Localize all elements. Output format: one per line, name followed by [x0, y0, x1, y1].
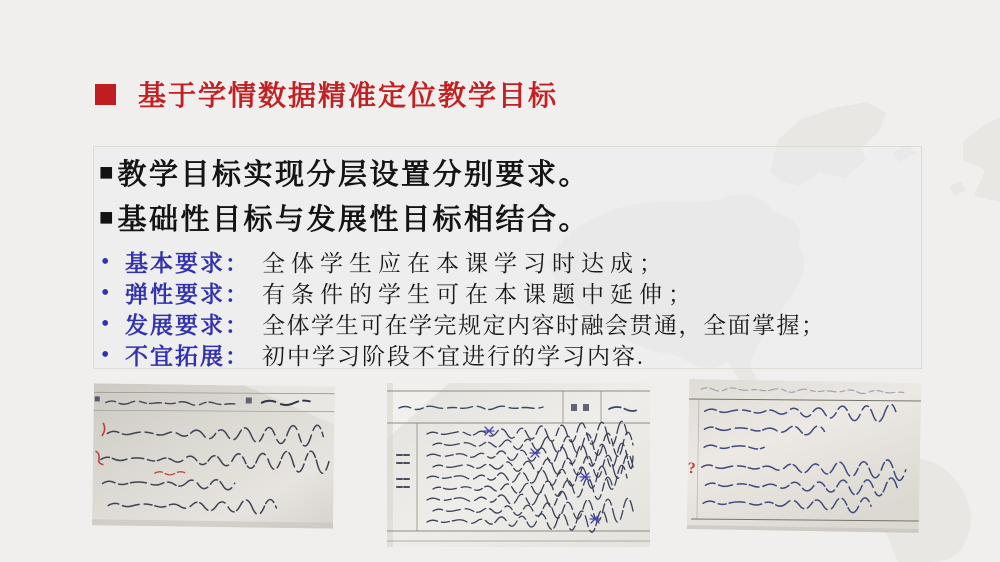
requirement-text: 有条件的学生可在本课题中延伸；	[262, 282, 697, 307]
requirement-text: 全体学生应在本课学习时达成；	[262, 251, 668, 276]
dot-bullet-icon: •	[101, 341, 110, 368]
key-points	[99, 150, 590, 240]
handwritten-note-photo-3	[687, 379, 922, 533]
key-point-text: 基础性目标与发展性目标相结合。	[117, 204, 591, 236]
handwritten-note-photo-2	[387, 383, 650, 547]
page-title: 基于学情数据精准定位教学目标	[138, 80, 559, 111]
map-europe	[963, 118, 1000, 202]
requirement-text: 初中学习阶段不宜进行的学习内容.	[262, 344, 645, 369]
title-row	[95, 74, 558, 114]
red-question-mark: ?	[687, 459, 696, 478]
square-bullet-icon: ■	[99, 158, 114, 186]
dot-bullet-icon: •	[101, 310, 110, 337]
requirement-label: 基本要求：	[125, 251, 250, 276]
title-square-marker-icon	[95, 84, 116, 105]
requirement-label: 不宜拓展：	[125, 344, 250, 369]
handwritten-note-photo-1	[92, 383, 335, 528]
dot-bullet-icon: •	[101, 279, 110, 306]
note-paper	[687, 379, 922, 533]
requirement-label: 发展要求：	[125, 313, 250, 338]
requirement-text: 全体学生可在学完规定内容时融会贯通，全面掌握；	[262, 313, 826, 338]
key-point	[99, 150, 590, 195]
key-point	[99, 195, 590, 240]
requirement-item	[101, 246, 826, 277]
requirements-list	[101, 246, 826, 370]
key-point-text: 教学目标实现分层设置分别要求。	[117, 159, 591, 191]
requirement-label: 弹性要求：	[125, 282, 250, 307]
dot-bullet-icon: •	[101, 248, 110, 275]
requirement-item	[101, 277, 826, 308]
square-bullet-icon: ■	[99, 203, 114, 231]
requirement-item	[101, 339, 826, 370]
requirement-item	[101, 308, 826, 339]
